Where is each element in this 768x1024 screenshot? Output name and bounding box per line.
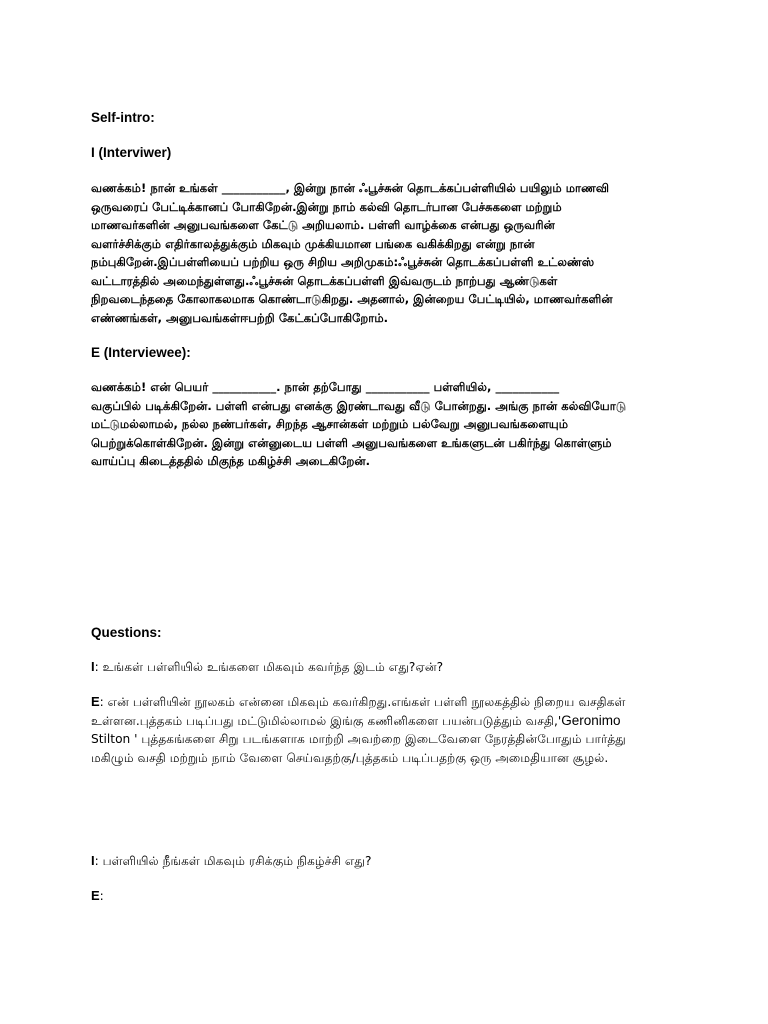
answer-line: [91, 712, 691, 731]
question-line: [91, 852, 691, 871]
question-text: : பள்ளியில் நீங்கள் மிகவும் ரசிக்கும் நிகழ்ச்சி எது?: [94, 854, 372, 868]
answer-text: :: [99, 889, 104, 903]
interviewee-paragraph: [91, 378, 691, 471]
paragraph-line: வணக்கம்! என் பெயர் ___________. நான் தற்போது ___________ பள்ளியில், ___________: [91, 380, 560, 394]
paragraph-line: வாய்ப்பு கிடைத்ததில் மிகுந்த மகிழ்ச்சி அடைகிறேன்.: [91, 454, 371, 468]
paragraph-line: மாணவர்களின் அனுபவங்களை கேட்டு அறியலாம். பள்ளி வாழ்க்கை என்பது ஒருவரின்: [91, 218, 555, 232]
paragraph-line: எண்ணங்கள், அனுபவங்கள்ஈபற்றி கேட்கப்போகிறோம்.: [91, 310, 389, 325]
paragraph-line: வகுப்பில் படிக்கிறேன். பள்ளி என்பது எனக்கு இரண்டாவது வீடு போன்றது. அங்கு நான் கல்வியோடு: [91, 398, 627, 413]
interviewee-heading: E (Interviewee):: [91, 345, 191, 360]
answer-text: : என் பள்ளியின் நூலகம் என்னை மிகவும் கவர்கிறது.எங்கள் பள்ளி நூலகத்தில் நிறைய வசதிகள்: [99, 695, 626, 709]
paragraph-line: மட்டுமல்லாமல், நல்ல நண்பர்கள், சிறந்த ஆசான்கள் மற்றும் பல்வேறு அனுபவங்களையும்: [91, 417, 569, 431]
question-2: [91, 852, 691, 871]
interviewer-label: I: [91, 659, 95, 674]
answer-1: [91, 693, 691, 767]
interviewer-heading: I (Interviwer): [91, 145, 172, 160]
question-text: : உங்கள் பள்ளியில் உங்களை மிகவும் கவர்ந்த இடம் எது?ஏன்?: [94, 660, 444, 674]
answer-text: உள்ளன.புத்தகம் படிப்பது மட்டுமில்லாமல் இங்கு கணினிகளை பயன்படுத்தும் வசதி,': [91, 713, 562, 728]
paragraph-line: வளர்ச்சிக்கும் எதிர்காலத்துக்கும் மிகவும் முக்கியமான பங்கை வகிக்கிறது என்று நான்: [91, 236, 535, 251]
interviewer-label: I: [91, 853, 95, 868]
self-intro-heading: Self-intro:: [91, 110, 155, 125]
paragraph-line: பெற்றுக்கொள்கிறேன். இன்று என்னுடைய பள்ளி அனுபவங்களை உங்களுடன் பகிர்ந்து கொள்ளும்: [91, 435, 612, 450]
paragraph-line: நம்புகிறேன்.இப்பள்ளியைப் பற்றிய ஒரு சிறிய அறிமுகம்:ஃபூச்சுன் தொடக்கப்பள்ளி உட்லண்ஸ்: [91, 255, 595, 269]
paragraph-line: நிறவடைந்ததை கோலாகலமாக கொண்டாடுகிறது. அதனால், இன்றைய பேட்டியில், மாணவர்களின்: [91, 292, 613, 306]
paragraph-line: வணக்கம்! நான் உங்கள் ___________, இன்று நான் ஃபூச்சுன் தொடக்கப்பள்ளியில் பயிலும் மாணவி: [91, 181, 610, 195]
interviewee-label: E: [91, 694, 100, 709]
interviewer-paragraph: [91, 179, 691, 327]
answer-line: மகிழும் வசதி மற்றும் நாம் வேளை செய்வதற்கு/புத்தகம் படிப்பதற்கு ஒரு அமைதியான சூழல்.: [91, 750, 609, 765]
questions-heading: Questions:: [91, 625, 162, 640]
question-1: [91, 658, 691, 677]
paragraph-line: வட்டாரத்தில் அமைந்துள்ளது.ஃபூச்சுன் தொடக்கப்பள்ளி இவ்வருடம் நாற்பது ஆண்டுகள்: [91, 273, 558, 288]
interviewee-label: E: [91, 888, 100, 903]
answer-line: [91, 693, 691, 712]
question-line: [91, 658, 691, 677]
answer-line: [91, 887, 691, 906]
answer-2: [91, 887, 691, 906]
geronimo-text: Geronimo: [561, 712, 621, 728]
answer-line: Stilton ' புத்தகங்களை சிறு படங்களாக மாற்றி அவற்றை இடைவேளை நேரத்தின்போதும் பார்த்து: [91, 732, 626, 746]
paragraph-line: ஒருவரைப் பேட்டிக்கானப் போகிறேன்.இன்று நாம் கல்வி தொடர்பான பேச்சுகளை மற்றும்: [91, 199, 562, 214]
